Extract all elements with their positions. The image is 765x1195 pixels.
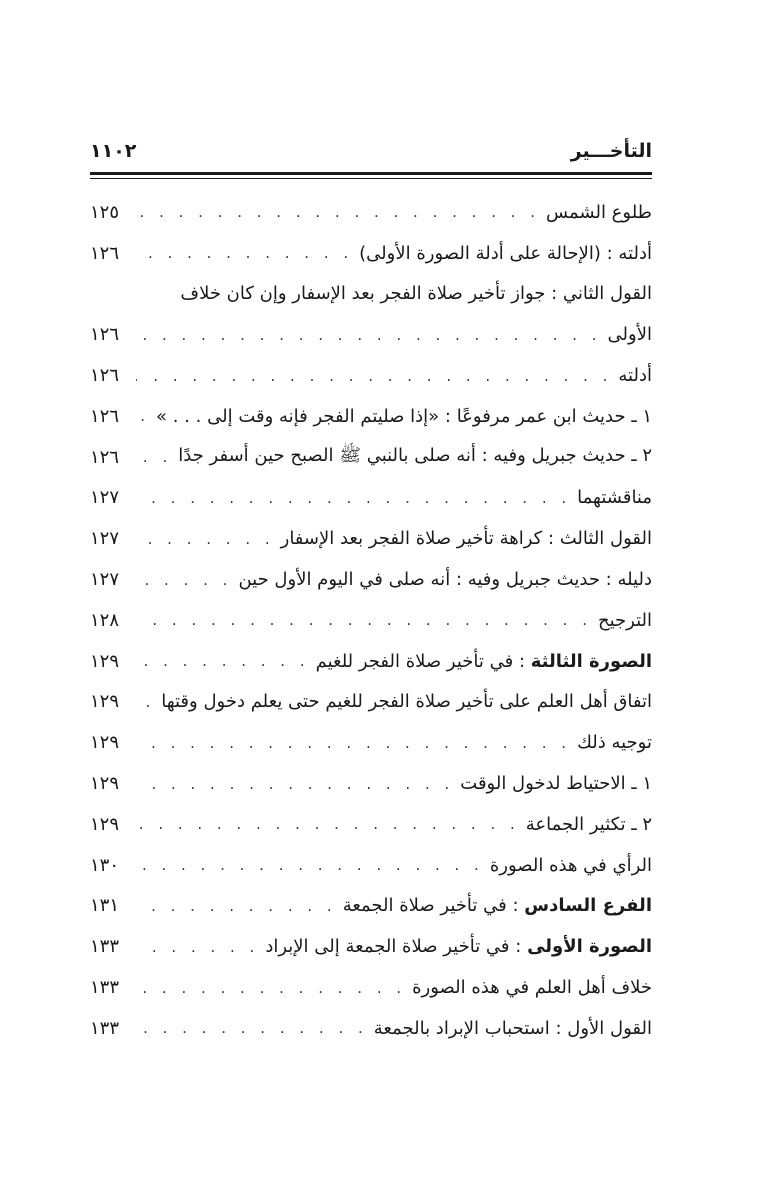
- toc-page-number: ١٢٧: [90, 487, 120, 509]
- toc-page-number: ١٢٦: [90, 446, 120, 468]
- toc-entry: [90, 926, 652, 967]
- toc-page-number: ١٢٥: [90, 201, 120, 223]
- toc-entry: [90, 886, 652, 927]
- section-heading-label: الصورة الأولى: [527, 936, 652, 958]
- toc-page-number: ١٢٧: [90, 569, 120, 591]
- running-title: التأخـــير: [570, 140, 652, 162]
- section-heading-text: : في تأخير صلاة الجمعة إلى الإبراد: [265, 936, 528, 958]
- toc-entry-text: القول الثالث : كراهة تأخير صلاة الفجر بعد الإسفار: [280, 528, 652, 550]
- header-rule-thick: [90, 172, 652, 175]
- section-heading-text: : في تأخير صلاة الجمعة: [342, 895, 525, 917]
- toc-page-number: ١٣٣: [90, 1017, 120, 1039]
- dot-leader: [136, 326, 608, 344]
- toc-entry: [90, 437, 652, 478]
- toc-entry-text: أدلته: [618, 365, 652, 387]
- dot-leader: [136, 407, 156, 425]
- toc-entry: [90, 804, 652, 845]
- toc-entry: [90, 722, 652, 763]
- page-header: [90, 136, 652, 166]
- toc-entry: [90, 478, 652, 519]
- dot-leader: [136, 693, 161, 711]
- toc-page-number: ١٢٦: [90, 242, 120, 264]
- toc-entry: [90, 1008, 652, 1049]
- toc-entry-text: [265, 936, 652, 957]
- header-page-number: ١١٠٢: [90, 140, 137, 162]
- dot-leader: [136, 652, 316, 670]
- toc-page-number: ١٢٦: [90, 324, 120, 346]
- dot-leader: [136, 571, 238, 589]
- toc-entry: [90, 314, 652, 355]
- toc-entry-text: مناقشتهما: [577, 487, 652, 509]
- toc-entry: [90, 355, 652, 396]
- dot-leader: [136, 1019, 374, 1037]
- toc-entry: [90, 559, 652, 600]
- toc-entry: [90, 233, 652, 274]
- toc-page-number: ١٢٨: [90, 609, 120, 631]
- section-heading-label: الفرع السادس: [524, 895, 652, 917]
- toc-entry-text: ٢ ـ حديث جبريل وفيه : أنه صلى بالنبي ﷺ الصبح حين أسفر جدًا: [178, 445, 652, 467]
- toc-page-number: ١٢٩: [90, 732, 120, 754]
- toc-entry-text: [316, 651, 652, 672]
- dot-leader: [136, 856, 490, 874]
- dot-leader: [136, 938, 265, 956]
- dot-leader: [136, 775, 460, 793]
- toc-entry-text: اتفاق أهل العلم على تأخير صلاة الفجر للغيم حتى يعلم دخول وقتها: [161, 691, 652, 713]
- toc-entry-text: ١ ـ الاحتياط لدخول الوقت: [460, 773, 652, 795]
- toc-page-number: ١٢٩: [90, 813, 120, 835]
- section-heading-label: الصورة الثالثة: [530, 650, 652, 672]
- toc-entry-text: طلوع الشمس: [546, 201, 652, 223]
- toc-page-number: ١٢٩: [90, 650, 120, 672]
- toc-entry-text: ٢ ـ تكثير الجماعة: [525, 813, 652, 835]
- toc-entry-text: القول الأول : استحباب الإبراد بالجمعة: [373, 1017, 652, 1039]
- toc-entry: [90, 967, 652, 1008]
- toc-entry-text: دليله : حديث جبريل وفيه : أنه صلى في اليوم الأول حين: [238, 569, 652, 591]
- toc-entry: [90, 192, 652, 233]
- toc-page-number: ١٣١: [90, 895, 120, 917]
- dot-leader: [136, 734, 577, 752]
- dot-leader: [136, 367, 618, 385]
- toc-page-number: ١٣٣: [90, 977, 120, 999]
- toc-page-number: ١٢٦: [90, 365, 120, 387]
- toc-entry-text: خلاف أهل العلم في هذه الصورة: [412, 977, 652, 999]
- toc-page-number: ١٣٠: [90, 854, 120, 876]
- toc-entry: [90, 396, 652, 437]
- toc-entry: [90, 518, 652, 559]
- toc-entry-text: [343, 895, 652, 916]
- dot-leader: [136, 489, 577, 507]
- toc-entry-text: الرأي في هذه الصورة: [489, 854, 652, 876]
- toc-entry-text: أدلته : (الإحالة على أدلة الصورة الأولى): [359, 242, 652, 264]
- dot-leader: [136, 897, 343, 915]
- toc-page-number: ١٣٣: [90, 936, 120, 958]
- dot-leader: [136, 815, 526, 833]
- toc-entry: [90, 845, 652, 886]
- toc-page-number: ١٢٧: [90, 528, 120, 550]
- toc-page-number: ١٢٩: [90, 773, 120, 795]
- table-of-contents: [90, 192, 652, 1049]
- dot-leader: [136, 203, 546, 221]
- dot-leader: [136, 979, 412, 997]
- toc-entry: [90, 682, 652, 723]
- dot-leader: [136, 530, 281, 548]
- dot-leader: [136, 611, 598, 629]
- toc-page-number: ١٢٦: [90, 405, 120, 427]
- toc-entry: [90, 763, 652, 804]
- toc-entry-text: الأولى: [607, 324, 652, 346]
- dot-leader: [136, 244, 359, 262]
- toc-entry-text: توجيه ذلك: [577, 732, 652, 754]
- section-heading-text: : في تأخير صلاة الفجر للغيم: [315, 650, 531, 672]
- toc-entry: [90, 600, 652, 641]
- toc-entry: [90, 274, 652, 315]
- toc-entry-text: الترجيح: [597, 609, 652, 631]
- toc-entry-text: القول الثاني : جواز تأخير صلاة الفجر بعد الإسفار وإن كان خلاف: [180, 283, 652, 305]
- dot-leader: [136, 448, 178, 466]
- header-rule-thin: [90, 178, 652, 179]
- toc-page-number: ١٢٩: [90, 691, 120, 713]
- toc-entry: [90, 641, 652, 682]
- toc-entry-text: ١ ـ حديث ابن عمر مرفوعًا : «إذا صليتم الفجر فإنه وقت إلى . . . »: [156, 405, 652, 427]
- book-page: [90, 0, 652, 1195]
